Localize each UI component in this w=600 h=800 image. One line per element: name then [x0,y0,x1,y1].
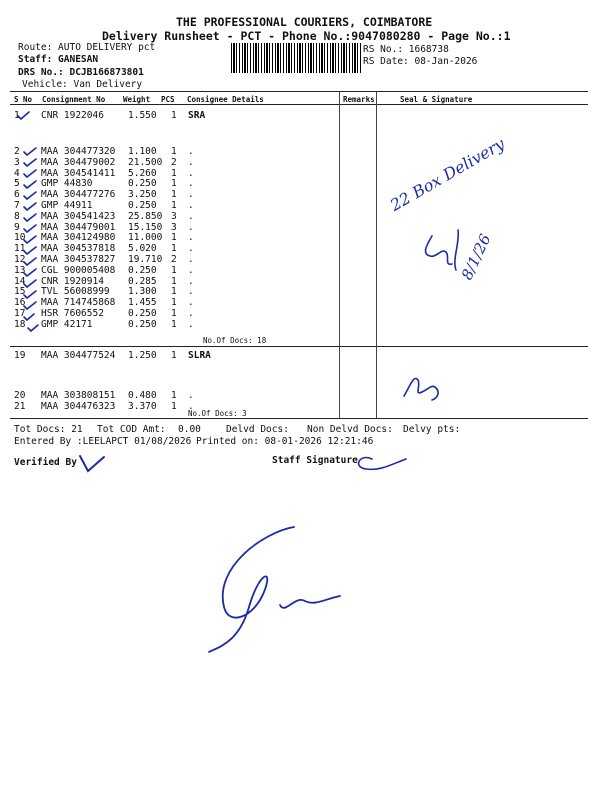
row-sno: 18 [14,318,26,330]
row-weight: 1.550 [128,110,157,121]
row-pcs: 1 [171,167,177,179]
row-pcs: 2 [171,254,177,265]
row-consignee: . [188,243,194,255]
row-consignee: . [188,200,194,211]
row-consignment: MAA 303808151 [41,390,116,401]
delivery-points: Delvy pts: [403,424,461,435]
row-consignee: . [188,286,194,298]
row-consignee: . [188,308,194,319]
non-delivered-docs: Non Delvd Docs: [307,424,393,435]
row-sno: 4 [14,167,20,179]
row-consignee: . [188,221,194,233]
row-consignee: . [188,318,194,330]
row-sno: 2 [14,146,20,157]
row-weight: 21.500 [128,156,163,168]
row-weight: 0.480 [128,390,157,401]
company-name: THE PROFESSIONAL COURIERS, COIMBATORE [176,15,433,29]
row-sno: 3 [14,156,20,168]
row-pcs: 1 [171,232,177,244]
drs-number: DRS No.: DCJB166873801 [18,67,144,78]
row-weight: 3.250 [128,189,157,201]
row-pcs: 1 [171,297,177,309]
docs-count-group-2: No.Of Docs: 3 [188,409,247,418]
row-weight: 0.250 [128,264,157,276]
row-consignee: . [188,156,194,168]
row-consignment: CNR 1922046 [41,110,104,121]
row-consignment: CGL 900005408 [41,264,116,276]
row-pcs: 1 [171,401,177,412]
row-weight: 0.250 [128,200,157,211]
row-weight: 11.000 [128,232,163,244]
row-consignment: HSR 7606552 [41,308,104,319]
row-consignment: MAA 304541423 [41,210,116,222]
row-pcs: 1 [171,146,177,157]
row-pcs: 1 [171,178,177,190]
entered-by: Entered By :LEELAPCT 01/08/2026 [14,436,192,447]
row-weight: 5.260 [128,167,157,179]
row-consignment: GMP 44830 [41,178,93,190]
column-header: Consignee Details [187,95,264,104]
row-consignee: . [188,232,194,244]
row-consignment: MAA 304477524 [41,350,116,361]
row-sno: 1 [14,110,20,121]
runsheet-subtitle: Delivery Runsheet - PCT - Phone No.:9047080280 - Page No.:1 [102,29,511,43]
row-consignee: . [188,189,194,201]
row-consignee: . [188,146,194,157]
row-sno: 6 [14,189,20,201]
row-consignment: MAA 304477320 [41,146,116,157]
row-pcs: 1 [171,189,177,201]
row-pcs: 1 [171,318,177,330]
row-sno: 8 [14,210,20,222]
row-consignment: MAA 304541411 [41,167,116,179]
column-header: Consignment No [42,95,106,104]
row-consignee: . [188,167,194,179]
consignee-group-2: SLRA [188,350,211,361]
row-pcs: 1 [171,286,177,298]
row-consignment: MAA 304537818 [41,243,116,255]
row-consignee: . [188,275,194,287]
row-weight: 1.300 [128,286,157,298]
row-pcs: 1 [171,264,177,276]
delivered-docs: Delvd Docs: [226,424,289,435]
row-weight: 25.850 [128,210,163,222]
row-weight: 1.455 [128,297,157,309]
row-consignee: . [188,178,194,190]
rs-number: RS No.: 1668738 [363,44,449,55]
row-consignee: . [188,401,194,412]
row-sno: 5 [14,178,20,190]
row-sno: 13 [14,264,26,276]
row-weight: 0.250 [128,308,157,319]
column-header: Weight [123,95,151,104]
row-pcs: 3 [171,210,177,222]
column-header: PCS [161,95,175,104]
row-sno: 20 [14,390,26,401]
docs-count-group-1: No.Of Docs: 18 [203,336,267,345]
row-sno: 9 [14,221,20,233]
row-sno: 11 [14,243,26,255]
row-consignee: . [188,390,194,401]
handwritten-delivery-note: 22 Box Delivery [386,134,508,215]
row-consignee: . [188,254,194,265]
row-pcs: 1 [171,200,177,211]
row-weight: 5.020 [128,243,157,255]
row-sno: 17 [14,308,26,319]
row-sno: 19 [14,350,26,361]
row-weight: 1.250 [128,350,157,361]
total-docs: Tot Docs: 21 [14,424,83,435]
row-consignment: CNR 1920914 [41,275,104,287]
row-weight: 15.150 [128,221,163,233]
row-pcs: 1 [171,243,177,255]
row-consignment: MAA 304537827 [41,254,116,265]
row-consignment: MAA 304479002 [41,156,116,168]
row-sno: 21 [14,401,26,412]
row-weight: 0.285 [128,275,157,287]
row-sno: 14 [14,275,26,287]
handwritten-date: 8/1/26 [457,231,495,283]
row-sno: 12 [14,254,26,265]
column-header: Seal & Signature [400,95,473,104]
verified-by-label: Verified By [14,457,77,468]
row-weight: 3.370 [128,401,157,412]
column-header: Remarks [343,95,375,104]
row-pcs: 1 [171,308,177,319]
vehicle-label: Vehicle: Van Delivery [22,79,143,90]
row-consignment: MAA 304477276 [41,189,116,201]
row-sno: 7 [14,200,20,211]
route-label: Route: AUTO DELIVERY pct [18,42,156,53]
row-pcs: 1 [171,110,177,121]
rs-date: RS Date: 08-Jan-2026 [363,56,478,67]
row-weight: 1.100 [128,146,157,157]
row-consignment: MAA 304476323 [41,401,116,412]
row-consignment: GMP 44911 [41,200,93,211]
row-consignment: MAA 304124980 [41,232,116,244]
total-cod-value: 0.00 [178,424,201,435]
row-pcs: 2 [171,156,177,168]
total-cod-label: Tot COD Amt: [97,424,166,435]
row-consignment: GMP 42171 [41,318,93,330]
row-consignee: . [188,264,194,276]
staff-signature-label: Staff Signature [272,455,358,466]
row-consignee: . [188,297,194,309]
row-sno: 15 [14,286,26,298]
row-consignment: MAA 714745868 [41,297,116,309]
consignee-group-1: SRA [188,110,206,121]
row-consignment: TVL 56008999 [41,286,110,298]
row-consignee: . [188,210,194,222]
printed-on: Printed on: 08-01-2026 12:21:46 [196,436,374,447]
row-pcs: 1 [171,350,177,361]
column-header: S No [14,95,33,104]
row-sno: 16 [14,297,26,309]
staff-label: Staff: GANESAN [18,54,99,65]
row-weight: 19.710 [128,254,163,265]
row-consignment: MAA 304479001 [41,221,116,233]
row-pcs: 1 [171,275,177,287]
row-pcs: 1 [171,390,177,401]
row-sno: 10 [14,232,26,244]
row-weight: 0.250 [128,318,157,330]
row-pcs: 3 [171,221,177,233]
row-weight: 0.250 [128,178,157,190]
